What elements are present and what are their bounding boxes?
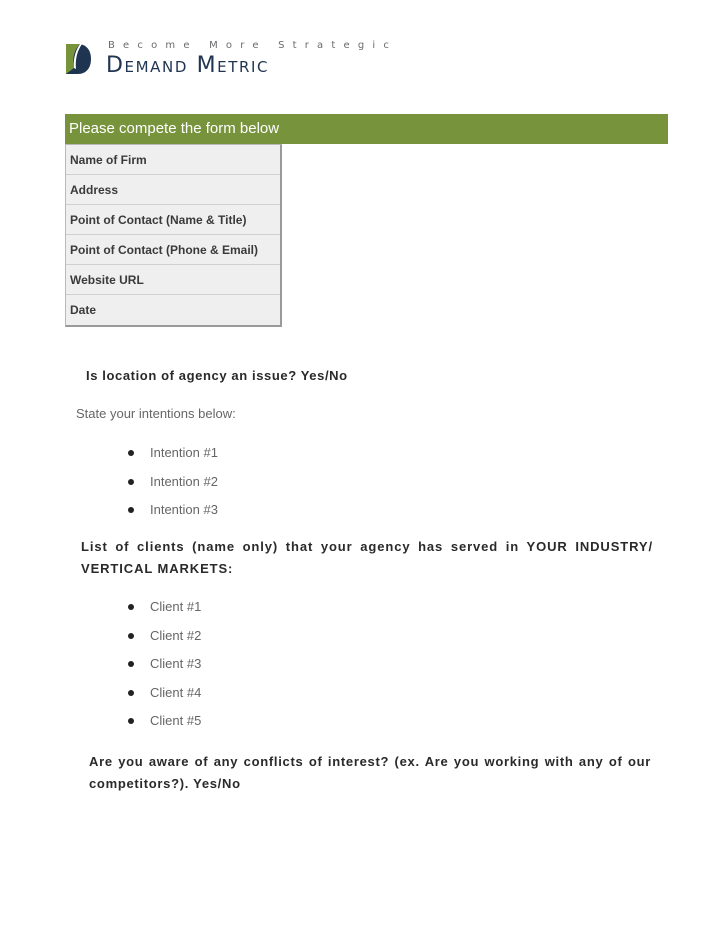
list-item-label: Intention #3	[150, 502, 218, 518]
form-header: Please compete the form below	[65, 114, 668, 144]
list-item	[128, 472, 218, 501]
clients-list	[128, 597, 201, 740]
form-field-contact-name-title[interactable]: Point of Contact (Name & Title)	[66, 205, 280, 235]
logo-tagline: Become More Strategic	[108, 40, 398, 51]
form-field-date[interactable]: Date	[66, 295, 280, 325]
form-field-address[interactable]: Address	[66, 175, 280, 205]
list-item-label: Client #5	[150, 713, 202, 729]
bullet-icon	[128, 633, 134, 639]
bullet-icon	[128, 479, 134, 485]
list-item-label: Client #3	[150, 656, 202, 672]
question-clients: List of clients (name only) that your agency has served in YOUR INDUSTRY/ VERTICAL MARKETS:	[81, 539, 653, 576]
logo-name: Demand Metric	[106, 53, 270, 78]
list-item-label: Intention #1	[150, 445, 218, 460]
bullet-icon	[128, 507, 134, 513]
bullet-icon	[128, 604, 134, 610]
form-table	[65, 144, 282, 327]
list-item	[128, 597, 201, 626]
bullet-icon	[128, 690, 134, 696]
intentions-list	[128, 443, 218, 529]
list-item	[128, 654, 201, 683]
bullet-icon	[128, 718, 134, 724]
question-conflicts: Are you aware of any conflicts of interest? (ex. Are you working with any of our competitors?). Yes/No	[89, 754, 651, 791]
list-item-label: Intention #2	[150, 473, 218, 489]
list-item	[128, 683, 201, 712]
list-item	[128, 711, 201, 740]
list-item-label: Client #4	[150, 684, 202, 700]
bullet-icon	[128, 661, 134, 667]
bullet-icon	[128, 450, 134, 456]
list-item-label: Client #1	[150, 599, 202, 614]
list-item	[128, 443, 218, 472]
demand-metric-logo	[64, 40, 398, 80]
list-item	[128, 500, 218, 529]
form-field-website-url[interactable]: Website URL	[66, 265, 280, 295]
logo-mark-icon	[64, 42, 92, 76]
form-field-contact-phone-email[interactable]: Point of Contact (Phone & Email)	[66, 235, 280, 265]
form-field-name-of-firm[interactable]: Name of Firm	[66, 145, 280, 175]
list-item-label: Client #2	[150, 627, 202, 643]
intentions-intro: State your intentions below:	[76, 406, 236, 421]
question-location: Is location of agency an issue? Yes/No	[86, 368, 348, 383]
list-item	[128, 626, 201, 655]
